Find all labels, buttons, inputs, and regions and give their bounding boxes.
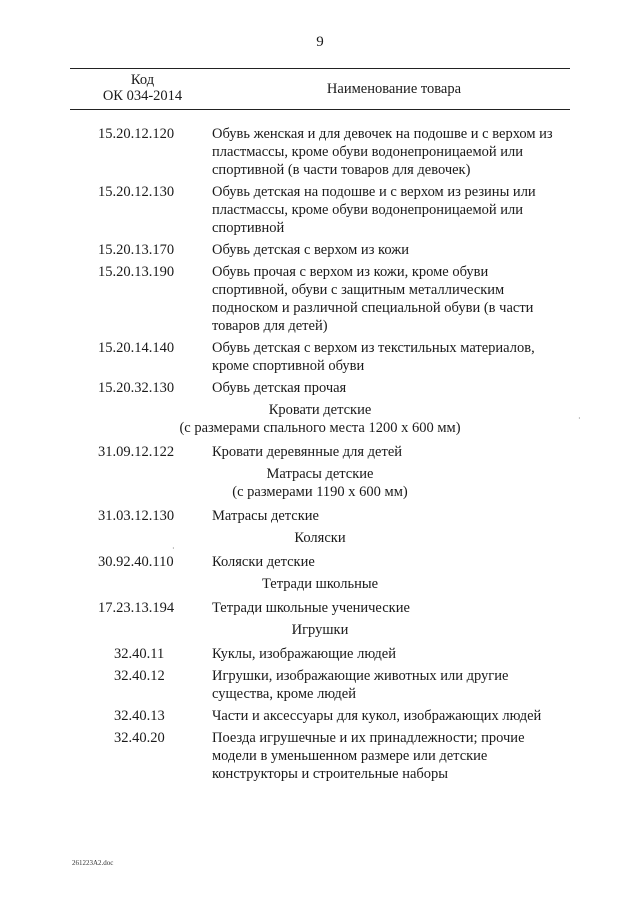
table-row — [70, 553, 570, 571]
table-header — [70, 68, 570, 110]
product-name: Обувь женская и для девочек на подошве и с верхом из пластмассы, кроме обуви водонепроницаемой или спортивной (в части товаров для девочек) — [212, 126, 553, 178]
section-title: Коляски — [294, 530, 346, 546]
section-heading — [70, 401, 570, 437]
section-heading — [70, 575, 570, 593]
document-filename: 261223A2.doc — [72, 859, 114, 867]
product-name: Коляски детские — [212, 554, 315, 570]
table-row — [70, 379, 570, 397]
product-code: 32.40.12 — [114, 668, 165, 684]
section-heading — [70, 465, 570, 501]
table-row — [70, 729, 570, 783]
product-name: Обувь детская прочая — [212, 380, 347, 396]
product-name: Обувь детская на подошве и с верхом из резины или пластмассы, кроме обуви водонепроницаемой или спортивной — [212, 184, 536, 236]
section-heading — [70, 529, 570, 547]
table-row — [70, 667, 570, 703]
product-name: Части и аксессуары для кукол, изображающих людей — [212, 708, 542, 724]
section-title: Матрасы детские — [266, 466, 374, 482]
product-code: 31.09.12.122 — [98, 444, 175, 460]
table-row — [70, 183, 570, 237]
product-code: 15.20.13.170 — [98, 242, 175, 258]
product-name: Кровати деревянные для детей — [212, 444, 403, 460]
section-subtitle: (с размерами 1190 х 600 мм) — [232, 484, 408, 500]
section-title: Тетради школьные — [261, 576, 379, 592]
page-number: 9 — [316, 34, 324, 50]
product-code: 15.20.12.130 — [98, 184, 175, 200]
code-column-header — [70, 72, 215, 104]
scan-mark: · — [172, 544, 175, 553]
section-title: Игрушки — [291, 622, 349, 638]
product-code: 15.20.13.190 — [98, 264, 175, 280]
product-name: Матрасы детские — [212, 508, 319, 524]
table-row — [70, 443, 570, 461]
section-subtitle: (с размерами спального места 1200 х 600 мм) — [179, 420, 461, 436]
product-code: 31.03.12.130 — [98, 508, 175, 524]
product-name: Обувь детская с верхом из текстильных материалов, кроме спортивной обуви — [212, 340, 535, 374]
product-code: 15.20.12.120 — [98, 126, 175, 142]
table-row — [70, 645, 570, 663]
table-row — [70, 507, 570, 525]
table-row — [70, 707, 570, 725]
code-header-line1: Код — [130, 72, 155, 88]
product-code: 17.23.13.194 — [98, 600, 175, 616]
section-title: Кровати детские — [268, 402, 372, 418]
table-row — [70, 599, 570, 617]
product-name: Обувь прочая с верхом из кожи, кроме обуви спортивной, обуви с защитным металлическим подноском и различной специальной обуви (в части товаров для детей) — [212, 264, 534, 334]
product-code: 32.40.20 — [114, 730, 165, 746]
goods-table-body — [70, 125, 570, 787]
section-heading — [70, 621, 570, 639]
product-name: Игрушки, изображающие животных или другие существа, кроме людей — [212, 668, 509, 702]
code-header-line2: ОК 034-2014 — [102, 88, 183, 104]
product-code: 30.92.40.110 — [98, 554, 174, 570]
table-row — [70, 339, 570, 375]
name-column-header: Наименование товара — [326, 81, 462, 97]
table-row — [70, 125, 570, 179]
product-code: 32.40.11 — [114, 646, 165, 662]
product-name: Поезда игрушечные и их принадлежности; прочие модели в уменьшенном размере или детские конструкторы и строительные наборы — [212, 730, 525, 782]
product-name: Тетради школьные ученические — [212, 600, 410, 616]
product-name: Куклы, изображающие людей — [212, 646, 396, 662]
product-code: 15.20.32.130 — [98, 380, 175, 396]
scan-mark: · — [578, 414, 581, 423]
table-row — [70, 263, 570, 335]
table-row — [70, 241, 570, 259]
product-name: Обувь детская с верхом из кожи — [212, 242, 410, 258]
product-code: 32.40.13 — [114, 708, 165, 724]
product-code: 15.20.14.140 — [98, 340, 175, 356]
